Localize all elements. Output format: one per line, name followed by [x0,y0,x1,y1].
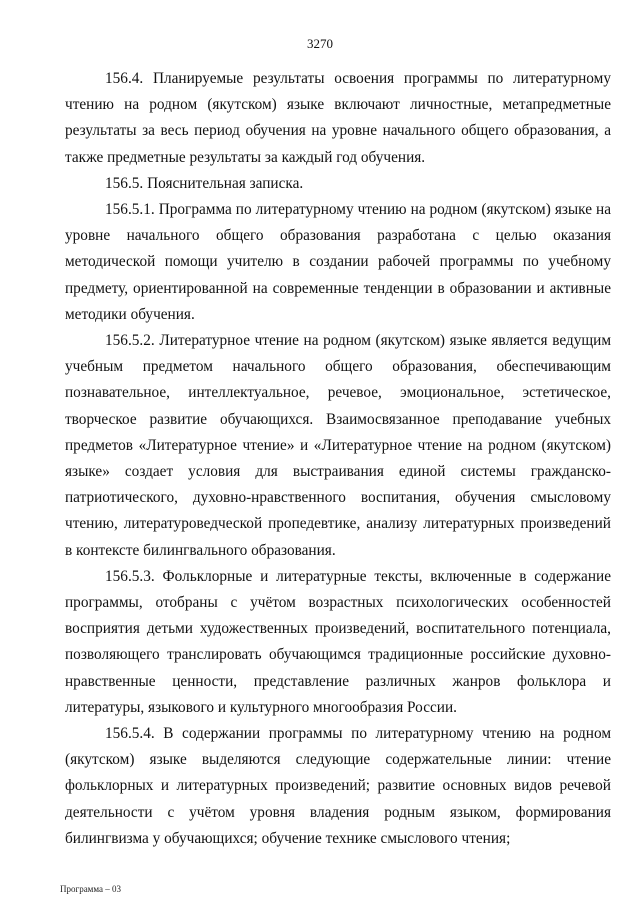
paragraph-156-5-2: 156.5.2. Литературное чтение на родном (якутском) языке является ведущим учебным предметом начального общего образования, обеспечивающим познавательное, интеллектуальное, речевое, эмоциональное, эстетическое, творческое развитие обучающихся. Взаимосвязанное преподавание учебных предметов «Литературное чтение» и «Литературное чтение на родном (якутском) языке» создает условия для выстраивания единой системы гражданско-патриотического, духовно-нравственного воспитания, обучения смысловому чтению, литературоведческой пропедевтике, анализу литературных произведений в контексте билингвального образования. [65,332,611,559]
page-number: 3270 [307,36,333,51]
footer-label: Программа – 03 [60,884,122,894]
paragraph-156-5-1: 156.5.1. Программа по литературному чтению на родном (якутском) языке на уровне начального общего образования разработана с целью оказания методической помощи учителю в создании рабочей программы по учебному предмету, ориентированной на современные тенденции в образовании и активные методики обучения. [65,201,611,323]
paragraph-156-5-3: 156.5.3. Фольклорные и литературные тексты, включенные в содержание программы, отобраны с учётом возрастных психологических особенностей восприятия детьми художественных произведений, воспитательного потенциала, позволяющего транслировать обучающимся традиционные российские духовно-нравственные ценности, представление различных жанров фольклора и литературы, языкового и культурного многообразия России. [65,567,611,716]
paragraph-156-5: 156.5. Пояснительная записка. [105,174,304,192]
paragraph-156-4: 156.4. Планируемые результаты освоения программы по литературному чтению на родном (якутском) языке включают личностные, метапредметные результаты за весь период обучения на уровне начального общего образования, а также предметные результаты за каждый год обучения. [65,70,611,166]
body-text [65,66,611,852]
paragraph-156-5-4: 156.5.4. В содержании программы по литературному чтению на родном (якутском) языке выделяются следующие содержательные линии: чтение фольклорных и литературных произведений; развитие основных видов речевой деятельности с учётом уровня владения родным языком, формирования билингвизма у обучающихся; обучение технике смыслового чтения; [65,725,611,847]
